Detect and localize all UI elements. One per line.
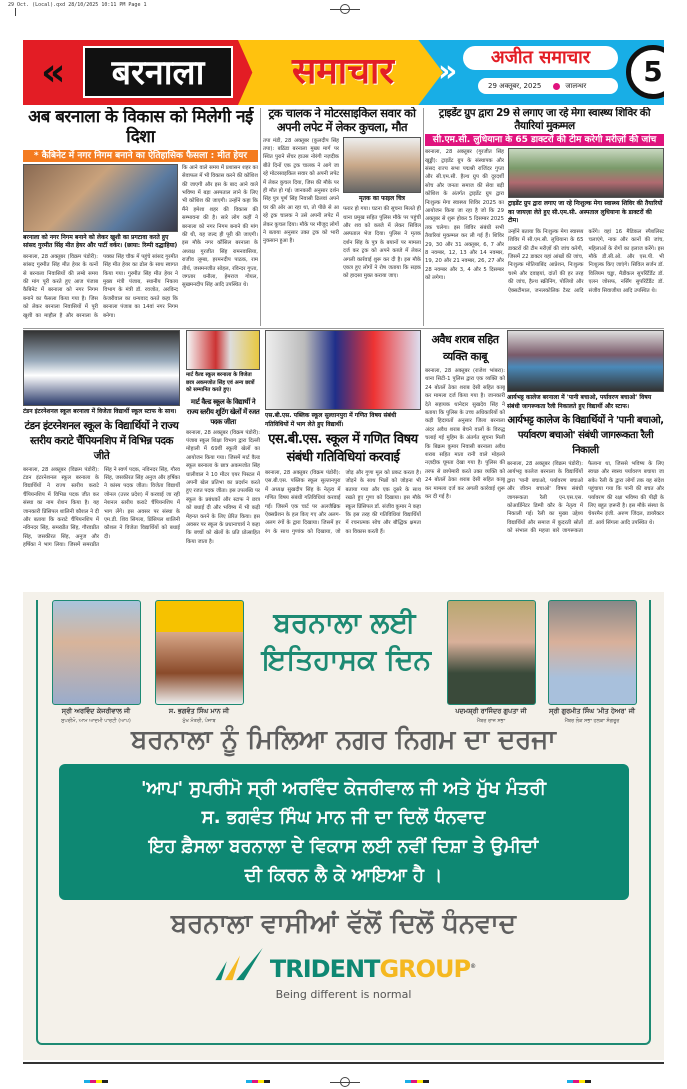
date-bar	[478, 78, 618, 94]
printer-slug: 29 Oct. (Local).qxd 28/10/2025 10:11 PM Page 1	[8, 2, 147, 8]
body-barnala-side: कि आने वाले समय में प्रशासन शहर का सेवाफल में भी विकास करने की कोशिश की जाएगी और इस के बाद आने वाले भविष्य में बड़ा अस्पताल लाने के लिए भी कोशिश की जाएगी। उन्होंने कहा कि मैंने हमेशा शहर की विकास की सम्भावना की है। सारे लोग कहीं ने बरनाला को नगर निगम बनाने की मांग की थी, यह जल्द ही पूरी की जाएगी। इस मौके नगर कौंसिल बरनाला के अध्यक्ष गुरजीत सिंह रामनवासिया, राजीव लूम्बा, हरमनदीप पाठक, राम तीर्थ, जसमनजीत सोहल, रविन्दर गुप्ता, जगतार धनौला, हेमराज गोयल, सुखमनदीप सिंह आदि उपस्थित थे।	[182, 164, 258, 289]
photo-meet-hayer	[548, 600, 637, 705]
person-name: ਸ੍ਰੀ ਗੁਰਮੀਤ ਸਿੰਘ 'ਮੀਤ ਹੇਅਰ' ਜੀ	[548, 707, 636, 715]
person-role: ਮੈਂਬਰ ਲੋਕ ਸਭਾ ਹਲਕਾ ਸੰਗਰੂਰ	[564, 718, 620, 724]
caption-sbs: एस.बी.एस. पब्लिक स्कूल सुल्तानपुरा में गणित विषय संबंधी गतिविधियों में भाग लेते हुए विद्यार्थी।	[265, 412, 397, 428]
photo-rajinder-gupta	[447, 600, 536, 705]
photo-bhagwant-mann	[155, 600, 244, 705]
body-tandon: बरनाला, 28 अक्तूबर (विक्रम पंडोरी): टंडन इंटरनेशनल स्कूल बरनाला के विद्यार्थियों ने राज्य स्तरीय कराटे चैंपियनशिप में विभिन्न पदक जीत कर संस्था का नाम रोशन किया है। यह जानकारी प्रिंसिपल शालिनी कौशल ने दी और बताया कि कराटे चैंपियनशिप में नविनदर सिंह, समरप्रीत सिंह, गौरवप्रीत सिंह, जसकीरत सिंह, अनुज और हर्षिका ने भाग लिया। जिसमें समरप्रीत सिंह ने स्वर्ण पदक, नविनदर सिंह, गौरव सिंह, जसकीरत सिंह अनुज और हर्षिका ने कांस्य पदक जीता। विजेता विद्यार्थी जोनल (उत्तर प्रदेश) में करवाई जा रही नेशनल स्तरीय कराटे चैंपियनशिप में भाग लेंगे। इस अवसर पर संस्था के एम.डी. शिव सिंगला, प्रिंसिपल शालिनी कौशल ने विजेता विद्यार्थियों को बधाई दी।	[23, 466, 180, 549]
person-name: ਪਦਮਸ਼੍ਰੀ ਰਾਜਿੰਦਰ ਗੁਪਤਾ ਜੀ	[455, 707, 527, 715]
headline-sbs: एस.बी.एस. स्कूल में गणित विषय संबंधी गतिविधियां करवाई	[268, 432, 418, 465]
body-smart-world: बरनाला, 28 अक्तूबर (विक्रम पंडोरी): पंजाब स्कूल शिक्षा विभाग द्वारा दिल्ली मोहाली में 69वीं स्कूली खेलों का आयोजन किया गया। जिसमें मार्ट वैल्ड स्कूल बरनाला के छात्र अकमजोत सिंह धालीवाल ने 10 मीटर एयर पिस्टल में अपनी खेल प्रतिभा का प्रदर्शन करते हुए रजत पदक जीता। इस उपलब्धि पर स्कूल के प्रबंधकों और स्टाफ ने छात्र को बधाई दी और भविष्य में भी कड़ी मेहनत करने के लिए प्रेरित किया। इस अवसर पर स्कूल के प्रधानाचार्य ने कहा कि बच्चों को खेलों के प्रति प्रोत्साहित किया जाता है।	[186, 429, 260, 545]
photo-aryabhatt-rally	[507, 330, 664, 392]
headline-smart-world: मार्ट वैल्ड स्कूल के विद्यार्थी ने राज्य स्तरीय शूटिंग खेलों में रजत पदक जीता	[186, 397, 260, 426]
story-trident-camp	[425, 107, 664, 326]
message-line: ਸ. ਭਗਵੰਤ ਸਿੰਘ ਮਾਨ ਜੀ ਦਾ ਦਿਲੋਂ ਧੰਨਵਾਦ	[201, 807, 486, 828]
crop-mark	[15, 8, 16, 16]
person-card	[36, 600, 156, 725]
chevron-left-icon: «	[41, 50, 66, 94]
person-name: ਸ੍ਰੀ ਅਰਵਿੰਦ ਕੇਜਰੀਵਾਲ ਜੀ	[61, 707, 131, 715]
caption-tandon: टंडन इंटरनेशनल स्कूल बरनाला में विजेता विद्यार्थी स्कूल स्टाफ के साथ।	[23, 408, 177, 415]
masthead	[23, 40, 664, 105]
caption-smart-world: मार्ट वैल्ड स्कूल बरनाला के विजेता छात्र अकमजोत सिंह एवं अन्य छात्रों को सम्मानित करते हुए।	[186, 372, 255, 393]
trident-wordmark	[270, 954, 475, 982]
person-card	[139, 600, 259, 725]
registered-mark: ®	[470, 963, 476, 970]
story-barnala	[23, 107, 258, 326]
color-bar	[567, 1068, 591, 1087]
headline-trident-camp: ट्राइडेंट ग्रुप द्वारा 29 से लगाए जा रहे मेगा स्वास्थ्य शिविर की तैयारियां मुकम्मल	[438, 107, 651, 132]
story-smart-world	[186, 330, 260, 586]
ad-headline: ਬਰਨਾਲਾ ਨੂੰ ਮਿਲਿਆ ਨਗਰ ਨਿਗਮ ਦਾ ਦਰਜਾ	[131, 725, 556, 755]
ad-body	[36, 722, 651, 1001]
photo-tandon-winners	[23, 330, 180, 406]
photo-truck-victim	[343, 137, 421, 193]
page-number: 5	[626, 45, 664, 99]
ad-title-line1: ਬਰਨਾਲਾ ਲਈ	[273, 606, 416, 639]
message-line: 'ਆਪ' ਸੁਪਰੀਮੋ ਸ੍ਰੀ ਅਰਵਿੰਦ ਕੇਜਰੀਵਾਲ ਜੀ ਅਤੇ ਮੁੱਖ ਮੰਤਰੀ	[140, 778, 547, 799]
masthead-left-title: बरनाला	[83, 46, 233, 98]
body-barnala: बरनाला, 28 अक्तूबर (विक्रम पंडोरी): सांसद गुरमीत सिंह मीत हेयर के यत्नों से बरनाला निवासियों की लम्बे समय की मांग पूरी करते हुए आज पंजाब कैबिनेट में बरनाला को नगर निगम बनाने का फैसला किया गया है। जिस को लेकर बरनाला निवासियों में पूरी खुशी का माहौल है और बरनाला के पक्का सिंह चौक में पहुंचे सांसद गुरमीत सिंह मीत हेयर का ढोल के साथ स्वागत किया गया। गुरमीत सिंह मीत हेयर ने मुख्य मंत्री पंजाब, स्थानीय निकाय विभाग के मंत्री डॉ. रवजोत, अरविन्द केजरीवाल का धन्यवाद करते कहा कि बरनाला पंजाब का 14वां नगर निगम बनेगा।	[23, 253, 178, 319]
registration-circle	[340, 4, 350, 14]
paper-name: अजीत समाचार	[463, 46, 618, 70]
story-liquor	[425, 331, 505, 586]
body-trident-camp: बरनाला, 28 अक्तूबर (गुरजीत सिंह खुड्डी): ट्राइडेंट ग्रुप के संस्थापक और संसद राज्य सभा पद्मश्री राजिंदर गुप्ता और सी.एम.सी. हैल्थ ग्रुप की दूरदर्शी सोच और जनता समाज की सेवा बड़ी कोशिश के अंतर्गत ट्राइडेंट ग्रुप द्वारा निःशुल्क मेगा स्वास्थ्य शिविर 2025 का आयोजन किया जा रहा है जो कि 29 अक्तूबर से शुरू होकर 5 दिसम्बर 2025 तक चलेगा। इस शिविर संबंधी सभी तैयारियां मुकम्मल कर ली गई हैं। शिविर 29, 30 और 31 अक्तूबर, 6, 7 और 8 नवम्बर, 12, 13 और 14 नवम्बर, 19, 20 और 21 नवम्बर, 26, 27 और 28 नवम्बर और 3, 4 और 5 दिसम्बर को लगेगा।	[425, 149, 504, 282]
ad-footer: ਬਰਨਾਲਾ ਵਾਸੀਆਂ ਵੱਲੋਂ ਦਿਲੋਂ ਧੰਨਵਾਦ	[170, 909, 517, 939]
body-trident-camp-2: उन्होंने बताया कि निःशुल्क मेगा स्वास्थ्य शिविर में सी.एम.सी. लुधियाना के 65 डाक्टरों की टीम मरीज़ों की जांच करेगी, जिसमें 22 डाक्टर यहां आंखों की जांच, निःशुल्क मोतियाबिंद आप्रेशन, निःशुल्क चश्मे और दवाइयां, दांतों की हर तरह की जांच, हैल्थ स्क्रीनिंग, पोलियो और ऐक्सटीमाल, जनलकोलिक टैस्ट आदि करेंगे। वहां 16 मैडिकल स्पैशलिस्ट चलाएंगे, नाक और कानों की जांच, महिलाओं के रोगों का इलाज करेंगे। इस मौके डी.सी.ओ. और एस.पी. भी निःशुल्क किए जाएंगे। सिविल सर्जन डॉ. विलियम चड्ढा, मैडीकल सुपरिंटैंडैंट डॉ. एलन जोसफ, नर्सिंग सुपरिंटैंडैंट डॉ. संजीव सिवाजीया आदि उपस्थित थे।	[508, 228, 664, 294]
caption-barnala: बरनाला को नगर निगम बनाने को लेकर खुशी का प्रगटावा करते हुए सांसद गुरमीत सिंह मीत हेयर और पार्टी वर्कर। (छाया: रिम्पी दद्धाहिया)	[23, 233, 178, 250]
row-rule	[23, 328, 664, 329]
subhead-trident-camp: सी.एम.सी. लुधियाना के 65 डाक्टरों की टीम करेगी मरीज़ों की जांच	[425, 134, 664, 146]
headline-aryabhatt: आर्यभट्ट कालेज के विद्यार्थियों ने 'पानी बचाओ, पर्यावरण बचाओ' संबंधी जागरूकता रैली निकाली	[507, 415, 664, 456]
person-name: ਸ. ਭਗਵੰਤ ਸਿੰਘ ਮਾਨ ਜੀ	[168, 707, 230, 715]
logo-word-trident: TRIDENT	[269, 955, 380, 983]
body-truck: तपा मंडी, 28 अक्तूबर (कुलदीप सिंह तपा): बठिंडा बरनाला मुख्य मार्ग पर स्थित पुराने सेंचर हाउस नोरंगी नज़दीक बीते दिनों एक ट्रक चालक ने आगे जा रहे मोटरसाइकिल सवार को अपनी लपेट में लेकर कुचल दिया, जिस की मौके पर ही मौत हो गई। जानकारी अनुसार दर्शन सिंह पुत्र पूर्ण सिंह निवासी ढिलवां अपने घर की ओर आ रहा था, तो पीछे से आ रहे ट्रक चालक ने उसे अपनी लपेट में लेकर कुचल दिया। मौके पर मौजूद लोगों ने बताया अनुसार उक्त ट्रक को भारी नुकसान हुआ है।	[263, 137, 339, 245]
chevron-right-icon: »	[438, 54, 458, 89]
bottom-rule	[23, 1062, 664, 1064]
message-line: ਇਹ ਫ਼ੈਸਲਾ ਬਰਨਾਲਾ ਦੇ ਵਿਕਾਸ ਲਈ ਨਵੀਂ ਦਿਸ਼ਾ ਤੇ ਉਮੀਦਾਂ	[148, 836, 539, 857]
photo-sbs-maths	[265, 330, 421, 410]
photo-smart-world	[186, 330, 260, 370]
person-card	[532, 600, 652, 725]
color-bar	[405, 1068, 429, 1087]
story-tandon	[23, 330, 180, 586]
photo-kejriwal	[52, 600, 141, 705]
person-role: ਮੁੱਖ ਮੰਤਰੀ, ਪੰਜਾਬ	[182, 718, 216, 724]
bullet-icon	[553, 83, 560, 90]
story-truck	[263, 107, 421, 326]
photo-doctors-team	[508, 148, 664, 198]
edition-city: जालन्धर	[565, 82, 587, 90]
caption-trident-camp: ट्राइडेंट ग्रुप द्वारा लगाए जा रहे निःशुल्क मेगा स्वास्थ्य शिविर की तैयारियों का जायज़ा लेते हुए सी.एम.सी. अस्पताल लुधियाना के डाक्टरों की टीम।	[508, 200, 663, 225]
logo-word-group: GROUP	[379, 955, 471, 983]
ad-message-box	[59, 764, 629, 900]
caption-aryabhatt: आर्यभट्ट कालेज बरनाला में 'पानी बचाओ, पर्यावरण बचाओ' विषय संबंधी जागरूकता रैली निकालते हुए विद्यार्थी और स्टाफ।	[507, 394, 652, 410]
message-line: ਦੀ ਕਿਰਨ ਲੈ ਕੇ ਆਇਆ ਹੈ ।	[244, 865, 443, 886]
body-truck-2: फरार हो गया। घटना की सूचना मिलते ही थाना प्रमुख सहित पुलिस मौके पर पहुंची और शव को कब्जे में लेकर सिविल अस्पताल भेज दिया। पुलिस ने मृतक दर्शन सिंह के पुत्र के बयानों पर मामला दर्ज कर ट्रक को अपने कब्जे में लेकर अगली कार्रवाई शुरू कर दी है। इस मौके एकत्र हुए लोगों ने रोष जताया कि सड़क को हादसा मुक्त कराया जाए।	[343, 206, 421, 280]
caption-truck: मृतक का फाइल चित्र	[359, 194, 405, 202]
headline-liquor: अवैध शराब सहित व्यक्ति काबू	[431, 333, 499, 363]
body-sbs: बरनाला, 28 अक्तूबर (विक्रम पंडोरी): एस.बी.एस. पब्लिक स्कूल सुल्तानपुरा में अध्यक्ष सुखदीप सिंह के नेतृत्व में गणित विषय संबंधी गतिविधियां करवाई गईं। जिसमें एक चार्ट पर अलजैब्रिक ऐक्सप्रैशन के हल किए गए और अलग-अलग रंगों के द्वारा दिखाया। जिसमें हर रंग के साथ गुणांक को दिखाया, जो जोड़ और गुणा मूल को प्रकट करता है। जोड़ने के साथ भिन्नों को जोड़ना भी बताया गया और एक दूसरे के साथ रखते हुए गुणा को दिखाया। इस मौके स्कूल प्रिंसिपल डॉ. संजीव कुमार ने कहा कि इस तरह की गतिविधियां विद्यार्थियों में रचनात्मक सोच और बौद्धिक क्षमता का विकास करती हैं।	[265, 470, 421, 535]
headline-tandon: टंडन इंटरनेशनल स्कूल के विद्यार्थियों ने राज्य स्तरीय कराटे चैंपियनशिप में विभिन्न पदक जीते	[24, 419, 179, 462]
story-aryabhatt	[507, 330, 664, 586]
color-bar	[246, 1068, 270, 1087]
body-aryabhatt: बरनाला, 28 अक्तूबर (विक्रम पंडोरी): आर्यभट्ट कालेज बरनाला के विद्यार्थियों द्वारा 'पानी बचाओ, पर्यावरण बचाओ और जीवन बचाओ' विषय संबंधी जागरूकता रैली एन.एस.एस. कोआर्डिनेटर डिम्पी कौर के नेतृत्व में निकाली गई। रैली का मुख्य उद्देश्य विद्यार्थियों और समाज में कुदरती स्रोतों को संभाल की महत्ता बारे जागरूकता फैलाना था, जिससे भविष्य के लिए स्वच्छ और स्वस्थ पर्यावरण बचाया जा सके। रैली के द्वारा लोगों तक यह संदेश पहुंचाया गया कि पानी की बचत और पर्यावरण की रक्षा भविष्य की पीढ़ी के लिए बहुत ज़रूरी है। इस मौके संस्था के चेयरमैन इंजी. अरुण जिंदल, डायरैक्टर डॉ. आर्य सिंगला आदि उपस्थित थे।	[507, 461, 664, 535]
column-rule	[260, 108, 261, 326]
issue-date: 29 अक्तूबर, 2025	[488, 82, 542, 90]
ad-title-line2: ਇਤਿਹਾਸਕ ਦਿਨ	[262, 643, 432, 676]
story-sbs	[265, 330, 421, 586]
color-bar	[84, 1068, 108, 1087]
photo-barnala-celebration	[23, 164, 178, 232]
person-role: ਸੁਪਰੀਮੋ, ਆਮ ਆਦਮੀ ਪਾਰਟੀ (ਆਪ)	[61, 718, 131, 724]
registration-circle	[340, 1077, 350, 1087]
person-role: ਮੈਂਬਰ ਰਾਜ ਸਭਾ	[476, 718, 506, 724]
column-rule	[423, 108, 424, 326]
subhead-barnala: * कैबिनेट में नगर निगम बनाने का ऐतिहासिक फैसला : मीत हेयर	[23, 150, 258, 162]
trident-logo-icon	[212, 948, 268, 982]
trident-logo	[212, 948, 475, 982]
masthead-right-title: समाचार	[291, 51, 395, 92]
headline-barnala: अब बरनाला के विकास को मिलेगी नई दिशा	[28, 107, 253, 148]
headline-truck: ट्रक चालक ने मोटरसाइकिल सवार को अपनी लपेट में लेकर कुचला, मौत	[268, 107, 416, 134]
body-liquor: बरनाला, 28 अक्तूबर (राजेश भांबरा): थाना सिटी-1 पुलिस द्वारा एक व्यक्ति को 24 बोतलें ठेका शराब देसी सहित काबू कर मामला दर्ज किया गया है। जानकारी देते सहायक थानेदार सुखदेव सिंह ने बताया कि पुलिस के उच्च अधिकारियों को कड़ी हिदायतों अनुसार जिला बरनाला अंदर अवैध शराब बेचने वालों के विरुद्ध चलाई गई मुहिम के अंतर्गत सूचना मिली कि बिक्रम कुमार निवासी बरनाला अवैध शराब सहित माता रानी वाले मोहल्ले नज़दीक घूमता देखा गया है। पुलिस की तरफ से छापेमारी करते उक्त व्यक्ति को 24 बोतलें ठेका शराब देसी सहित काबू कर मामला दर्ज कर अगली कार्रवाई शुरू कर दी गई है।	[425, 368, 505, 501]
trident-tagline: Being different is normal	[275, 988, 412, 1001]
